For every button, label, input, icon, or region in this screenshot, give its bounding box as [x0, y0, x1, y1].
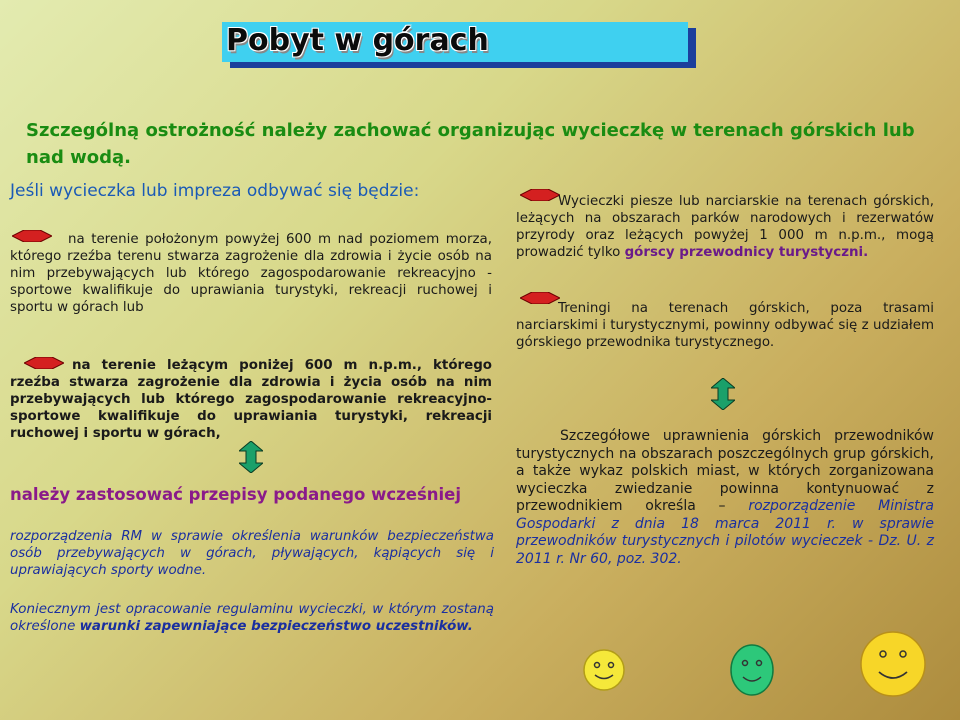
condition-2-bold: na terenie leżącym poniżej 600 m n.p.m.: [72, 358, 417, 373]
required-text: [10, 601, 494, 635]
apply-rules: należy zastosować przepisy podanego wcześniej: [10, 485, 462, 504]
details-regulation: rozporządzenie Ministra Gospodarki z dnia 18 marca 2011 r. w sprawie przewodników turystycznych i pilotów wycieczek - Dz. U. z 2011 r. Nr 60, poz. 302.: [516, 498, 934, 567]
condition-1: na terenie położonym powyżej 600 m nad poziomem morza, którego rzeźba terenu stwarza zagrożenie dla zdrowia i życie osób na nim przebywających lub którego zagospodarowanie rekreacyjno - sportowe kwalifikuje do uprawiania turystyki, rekreacji ruchowej i sportu w górach lub: [10, 232, 492, 315]
guide-requirement-a: Wycieczki piesze lub narciarskie na terenach górskich, leżących na obszarach parków narodowych i rezerwatów przyrody oraz leżących powyżej 1 000 m n.p.m., mogą prowadzić tylko: [516, 194, 934, 260]
regulation-text: rozporządzenia RM w sprawie określenia warunków bezpieczeństwa osób przebywających w górach, pływających, kąpiących się i uprawiających sporty wodne.: [10, 529, 494, 578]
double-arrow-icon: [711, 378, 735, 410]
required-part-b: warunki zapewniające bezpieczeństwo uczestników: [79, 619, 468, 634]
title-box: [222, 22, 688, 62]
double-arrow-icon: [239, 441, 263, 473]
smiley-yellow-large-icon: [859, 630, 927, 698]
smiley-yellow-small-icon: [582, 648, 626, 692]
guide-requirement-b: górscy przewodnicy turystyczni.: [624, 245, 869, 260]
condition-2: [10, 357, 492, 442]
intro-text: Szczególną ostrożność należy zachować organizując wycieczkę w terenach górskich lub nad wodą.: [26, 120, 915, 168]
smiley-green-icon: [729, 643, 775, 697]
details-text: [516, 428, 934, 568]
required-part-a: Koniecznym jest opracowanie regulaminu wycieczki, w którym zostaną określone: [10, 602, 494, 634]
condition-2-rest: , którego rzeźba stwarza zagrożenie dla zdrowia i życia osób na nim przebywających lub którego zagospodarowanie rekreacyjno-sportowe kwalifikuje do uprawiania turystyki, rekreacji ruchowej i sportu w górach,: [10, 358, 492, 441]
training-requirement: Treningi na terenach górskich, poza trasami narciarskimi i turystycznymi, powinny odbywać się z udziałem górskiego przewodnika turystycznego.: [516, 301, 934, 350]
details-part-a: Szczegółowe uprawnienia górskich przewodników turystycznych na obszarach poszczególnych grup górskich, a także wykaz polskich miast, w których zorganizowana wycieczka zwiedzanie powinna kontynuować z przewodnikiem określa –: [516, 428, 934, 514]
guide-requirement: [516, 193, 934, 261]
title-banner: [222, 22, 696, 66]
section-heading: Jeśli wycieczka lub impreza odbywać się będzie:: [10, 181, 420, 201]
required-part-c: .: [467, 619, 473, 634]
page-title: Pobyt w górach: [226, 23, 489, 58]
